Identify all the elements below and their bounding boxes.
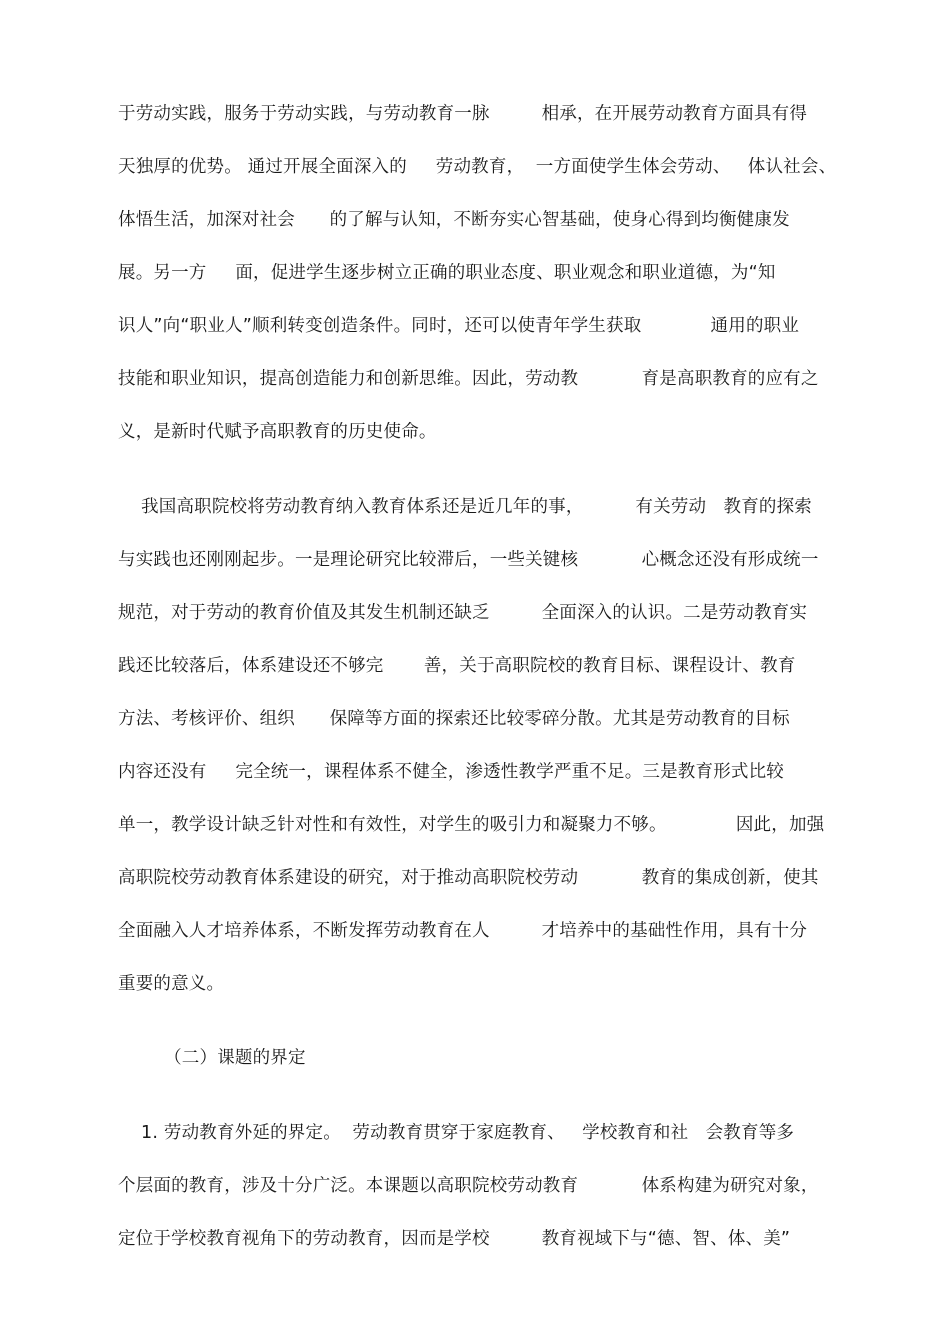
paragraph-1-line-7: 义，是新时代赋予高职教育的历史使命。 (118, 422, 437, 442)
paragraph-1-line-5: 识人”向“职业人”顺利转变创造条件。同时，还可以使青年学生获取 通用的职业 (118, 316, 800, 336)
paragraph-2-line-1: 我国高职院校将劳动教育纳入教育体系还是近几年的事， 有关劳动 教育的探索 (118, 497, 813, 517)
subsection-line-3: 定位于学校教育视角下的劳动教育，因而是学校 教育视域下与“德、智、体、美” (118, 1229, 791, 1249)
paragraph-1-line-1: 于劳动实践，服务于劳动实践，与劳动教育一脉 相承，在开展劳动教育方面具有得 (118, 104, 808, 124)
paragraph-1-line-2: 天独厚的优势。 通过开展全面深入的 劳动教育， 一方面使学生体会劳动、 体认社会、 (118, 157, 837, 177)
paragraph-1-line-6: 技能和职业知识，提高创造能力和创新思维。因此，劳动教 育是高职教育的应有之 (118, 369, 819, 389)
paragraph-1-line-4: 展。另一方 面，促进学生逐步树立正确的职业态度、职业观念和职业道德，为“知 (118, 263, 776, 283)
paragraph-2-line-2: 与实践也还刚刚起步。一是理论研究比较滞后，一些关键核 心概念还没有形成统一 (118, 550, 819, 570)
paragraph-2-line-3: 规范，对于劳动的教育价值及其发生机制还缺乏 全面深入的认识。二是劳动教育实 (118, 603, 808, 623)
subsection-line-1: 1. 劳动教育外延的界定。 劳动教育贯穿于家庭教育、 学校教育和社 会教育等多 (118, 1123, 795, 1143)
paragraph-2-line-9: 全面融入人才培养体系，不断发挥劳动教育在人 才培养中的基础性作用，具有十分 (118, 921, 808, 941)
paragraph-2-line-8: 高职院校劳动教育体系建设的研究，对于推动高职院校劳动 教育的集成创新，使其 (118, 868, 819, 888)
section-heading: （二）课题的界定 (118, 1048, 306, 1068)
paragraph-2-line-7: 单一，教学设计缺乏针对性和有效性，对学生的吸引力和凝聚力不够。 因此，加强 (118, 815, 825, 835)
paragraph-2-line-5: 方法、考核评价、组织 保障等方面的探索还比较零碎分散。尤其是劳动教育的目标 (118, 709, 790, 729)
subsection-line-2: 个层面的教育，涉及十分广泛。本课题以高职院校劳动教育 体系构建为研究对象， (118, 1176, 819, 1196)
paragraph-2-line-6: 内容还没有 完全统一，课程体系不健全，渗透性教学严重不足。三是教育形式比较 (118, 762, 785, 782)
paragraph-2-line-10: 重要的意义。 (118, 974, 225, 994)
paragraph-1-line-3: 体悟生活，加深对社会 的了解与认知，不断夯实心智基础，使身心得到均衡健康发 (118, 210, 790, 230)
paragraph-2-line-4: 践还比较落后，体系建设还不够完 善，关于高职院校的教育目标、课程设计、教育 (118, 656, 796, 676)
